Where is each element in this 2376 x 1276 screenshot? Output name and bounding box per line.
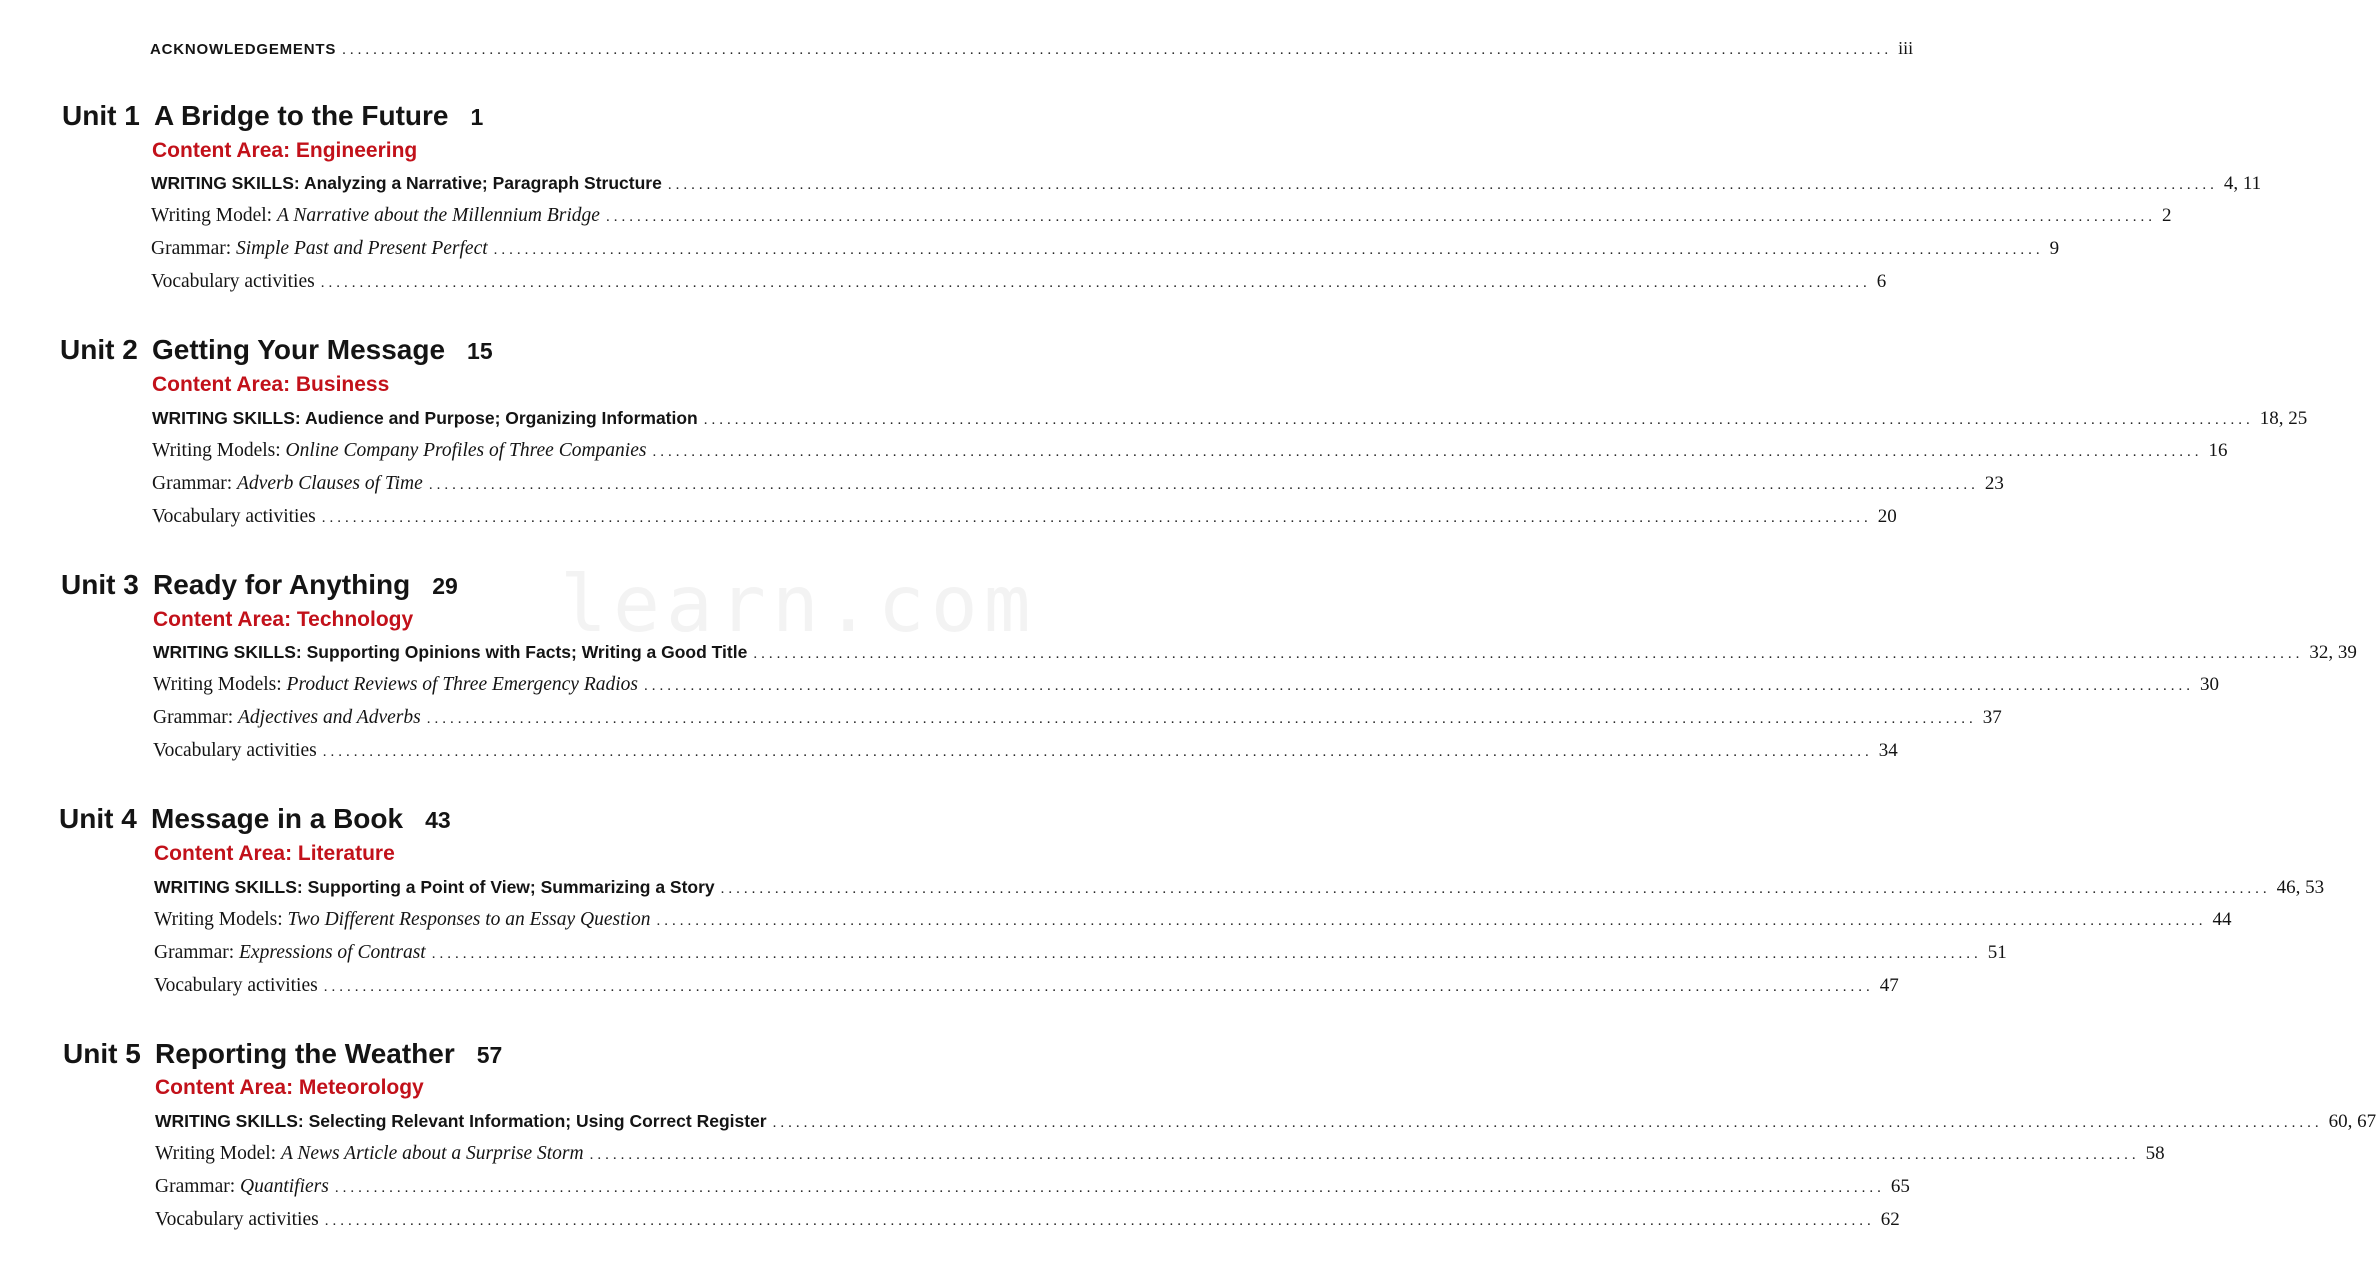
toc-page-number: 37 xyxy=(1982,707,2002,728)
entry-prefix: Grammar: xyxy=(152,473,233,494)
content-area-label: Content Area: Literature xyxy=(154,842,395,865)
unit-title: Message in a Book xyxy=(151,803,404,834)
writing-skills-entry[interactable] xyxy=(152,402,2308,434)
unit-heading[interactable] xyxy=(61,565,458,605)
unit-number: Unit 5 xyxy=(63,1038,141,1069)
toc-page-number: 18, 25 xyxy=(2259,408,2308,429)
entry-title: Quantifiers xyxy=(240,1176,329,1197)
unit-heading[interactable] xyxy=(62,96,483,136)
unit-number: Unit 2 xyxy=(60,334,138,365)
entry-prefix: Grammar: xyxy=(155,1176,236,1197)
toc-page-number: 47 xyxy=(1879,975,1899,996)
vocabulary-entry[interactable] xyxy=(152,501,1897,533)
toc-page-number: 4, 11 xyxy=(2223,173,2262,194)
dot-leader: ........................................................................................................................................................................................................ xyxy=(667,177,2218,193)
entry-title: Product Reviews of Three Emergency Radios xyxy=(286,674,638,695)
entry-prefix: Writing Models: xyxy=(152,440,281,461)
toc-entry-label: WRITING SKILLS: Supporting a Point of View; Summarizing a Story xyxy=(154,877,715,897)
toc-entry-label: Vocabulary activities xyxy=(152,506,316,527)
toc-entry-label xyxy=(154,904,650,936)
toc-entry-label xyxy=(153,702,421,734)
toc-entry-label xyxy=(152,468,423,500)
toc-page-number: 30 xyxy=(2200,674,2219,695)
writing-model-entry[interactable] xyxy=(151,200,2172,232)
dot-leader: ........................................................................................................................................................................................................ xyxy=(428,477,1979,493)
watermark-text: learn.com xyxy=(560,560,1037,650)
unit-heading[interactable] xyxy=(60,330,493,370)
toc-page-number: 6 xyxy=(1876,271,1887,292)
grammar-entry[interactable] xyxy=(153,702,2002,734)
writing-skills-entry[interactable] xyxy=(153,636,2357,668)
dot-leader: ........................................................................................................................................................................................................ xyxy=(334,1180,1885,1196)
entry-title: Online Company Profiles of Three Companies xyxy=(285,440,647,461)
unit-page-number: 15 xyxy=(467,338,493,364)
dot-leader: ........................................................................................................................................................................................................ xyxy=(324,1213,1875,1229)
toc-page-number: 32, 39 xyxy=(2309,642,2357,663)
writing-model-entry[interactable] xyxy=(154,904,2232,936)
vocabulary-entry[interactable] xyxy=(153,735,1898,767)
toc-entry-label xyxy=(155,1138,584,1170)
unit-number: Unit 3 xyxy=(61,569,139,600)
unit-page-number: 1 xyxy=(470,104,484,130)
dot-leader: ........................................................................................................................................................................................................ xyxy=(322,744,1873,760)
toc-entry-label xyxy=(155,1171,329,1203)
toc-entry-label: WRITING SKILLS: Selecting Relevant Information; Using Correct Register xyxy=(155,1111,767,1131)
toc-entry-label xyxy=(151,233,488,265)
toc-entry-label: ACKNOWLEDGEMENTS xyxy=(150,41,337,58)
unit-title: A Bridge to the Future xyxy=(154,100,449,131)
unit-title: Reporting the Weather xyxy=(155,1038,455,1069)
grammar-entry[interactable] xyxy=(152,468,2004,500)
content-area-label: Content Area: Engineering xyxy=(152,139,418,162)
toc-page-number: iii xyxy=(1898,38,1914,58)
entry-title: Two Different Responses to an Essay Question xyxy=(287,909,651,930)
dot-leader: ........................................................................................................................................................................................................ xyxy=(589,1147,2140,1163)
content-area-label: Content Area: Technology xyxy=(153,608,414,631)
writing-model-entry[interactable] xyxy=(152,435,2228,467)
dot-leader: ........................................................................................................................................................................................................ xyxy=(753,646,2304,662)
vocabulary-entry[interactable] xyxy=(155,1204,1900,1236)
toc-page-number: 65 xyxy=(1890,1176,1910,1197)
entry-prefix: Writing Models: xyxy=(154,909,283,930)
entry-title: Expressions of Contrast xyxy=(239,942,426,963)
dot-leader: ........................................................................................................................................................................................................ xyxy=(720,881,2271,897)
dot-leader: ........................................................................................................................................................................................................ xyxy=(342,42,1893,58)
toc-page-number: 58 xyxy=(2145,1143,2165,1164)
toc-entry-label xyxy=(154,937,426,969)
dot-leader: ........................................................................................................................................................................................................ xyxy=(320,275,1871,291)
toc-entry-label xyxy=(153,669,638,701)
dot-leader: ........................................................................................................................................................................................................ xyxy=(431,946,1982,962)
toc-entry-label xyxy=(151,200,600,232)
writing-model-entry[interactable] xyxy=(153,669,2219,701)
toc-acknowledgements-entry[interactable] xyxy=(150,32,1914,64)
toc-entry-label: WRITING SKILLS: Analyzing a Narrative; Paragraph Structure xyxy=(151,173,662,193)
toc-entry-label: Vocabulary activities xyxy=(151,271,315,292)
entry-prefix: Grammar: xyxy=(154,942,235,963)
toc-page-number: 60, 67 xyxy=(2328,1111,2376,1132)
entry-title: Adjectives and Adverbs xyxy=(238,707,421,728)
dot-leader: ........................................................................................................................................................................................................ xyxy=(644,678,2194,694)
toc-entry-label: WRITING SKILLS: Supporting Opinions with Facts; Writing a Good Title xyxy=(153,642,748,662)
grammar-entry[interactable] xyxy=(155,1171,1910,1203)
unit-page-number: 43 xyxy=(425,807,451,833)
toc-page-number: 62 xyxy=(1880,1209,1900,1230)
grammar-entry[interactable] xyxy=(151,233,2060,265)
content-area-label: Content Area: Business xyxy=(152,373,390,396)
entry-title: A News Article about a Surprise Storm xyxy=(280,1143,584,1164)
dot-leader: ........................................................................................................................................................................................................ xyxy=(656,913,2207,929)
entry-title: A Narrative about the Millennium Bridge xyxy=(276,205,600,226)
dot-leader: ........................................................................................................................................................................................................ xyxy=(605,209,2156,225)
toc-entry-label: WRITING SKILLS: Audience and Purpose; Organizing Information xyxy=(152,408,698,428)
entry-title: Adverb Clauses of Time xyxy=(237,473,423,494)
entry-prefix: Writing Model: xyxy=(151,205,273,226)
toc-entry-label: Vocabulary activities xyxy=(154,975,318,996)
toc-entry-label: Vocabulary activities xyxy=(155,1209,319,1230)
dot-leader: ........................................................................................................................................................................................................ xyxy=(323,979,1874,995)
dot-leader: ........................................................................................................................................................................................................ xyxy=(772,1115,2323,1131)
entry-title: Simple Past and Present Perfect xyxy=(236,238,488,259)
toc-page-number: 34 xyxy=(1878,740,1898,761)
entry-prefix: Writing Models: xyxy=(153,674,282,695)
unit-page-number: 57 xyxy=(476,1042,503,1068)
dot-leader: ........................................................................................................................................................................................................ xyxy=(426,711,1977,727)
unit-title: Ready for Anything xyxy=(153,569,411,600)
toc-entry-label xyxy=(152,435,646,467)
dot-leader: ........................................................................................................................................................................................................ xyxy=(321,510,1872,526)
toc-page-number: 44 xyxy=(2212,909,2232,930)
vocabulary-entry[interactable] xyxy=(151,266,1887,298)
unit-title: Getting Your Message xyxy=(152,334,446,365)
content-area-label: Content Area: Meteorology xyxy=(155,1076,424,1099)
dot-leader: ........................................................................................................................................................................................................ xyxy=(703,412,2254,428)
unit-page-number: 29 xyxy=(432,573,458,599)
grammar-entry[interactable] xyxy=(154,937,2007,969)
toc-entry-label: Vocabulary activities xyxy=(153,740,317,761)
unit-heading[interactable] xyxy=(59,799,451,839)
dot-leader: ........................................................................................................................................................................................................ xyxy=(493,242,2044,258)
toc-page-number: 16 xyxy=(2208,440,2228,461)
entry-prefix: Writing Model: xyxy=(155,1143,277,1164)
toc-page-number: 51 xyxy=(1987,942,2007,963)
entry-prefix: Grammar: xyxy=(153,707,234,728)
writing-model-entry[interactable] xyxy=(155,1138,2165,1170)
toc-page-number: 23 xyxy=(1984,473,2004,494)
toc-page-number: 2 xyxy=(2161,205,2172,226)
unit-number: Unit 4 xyxy=(59,803,137,834)
toc-page-number: 9 xyxy=(2049,238,2060,259)
toc-page-number: 46, 53 xyxy=(2276,877,2325,898)
entry-prefix: Grammar: xyxy=(151,238,232,259)
unit-heading[interactable] xyxy=(63,1034,502,1074)
dot-leader: ........................................................................................................................................................................................................ xyxy=(652,444,2203,460)
writing-skills-entry[interactable] xyxy=(155,1105,2376,1137)
unit-number: Unit 1 xyxy=(62,100,140,131)
toc-page-number: 20 xyxy=(1877,506,1897,527)
writing-skills-entry[interactable] xyxy=(151,167,2262,199)
vocabulary-entry[interactable] xyxy=(154,970,1899,1002)
writing-skills-entry[interactable] xyxy=(154,871,2325,903)
